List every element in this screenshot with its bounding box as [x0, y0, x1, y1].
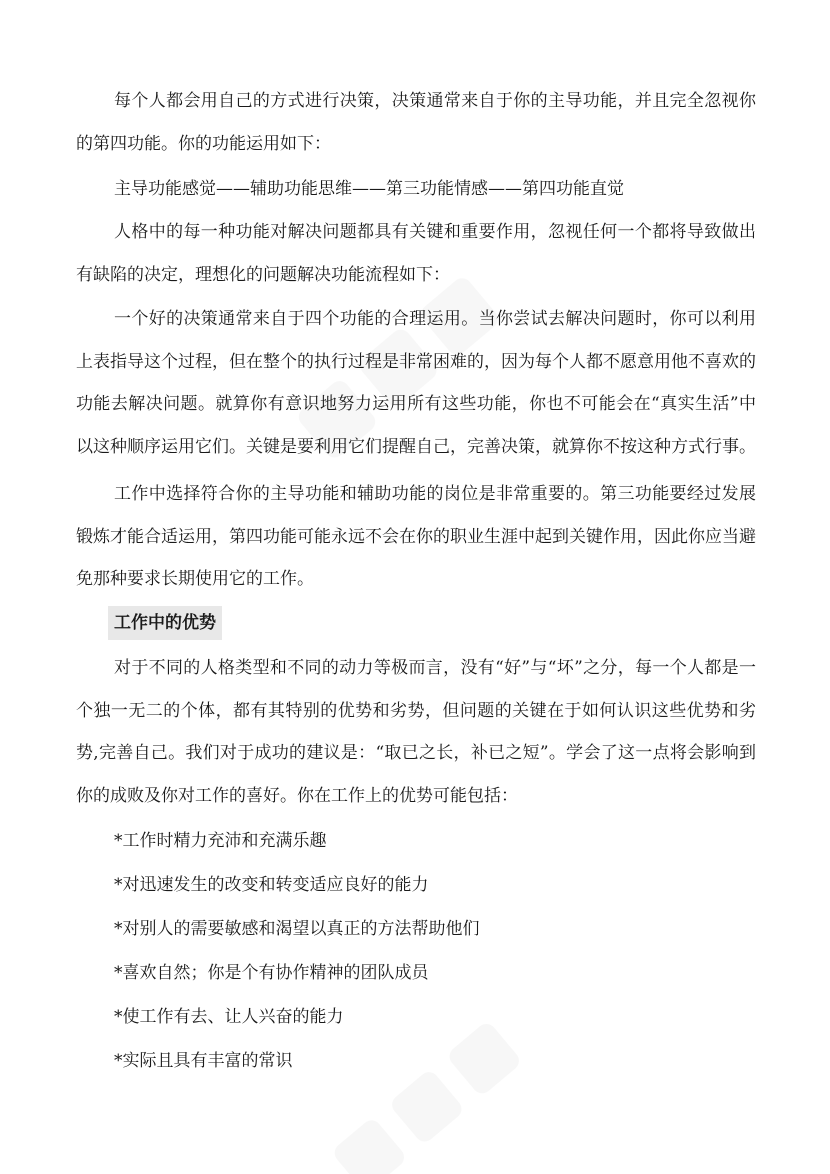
section-heading-work-strengths: 工作中的优势: [108, 606, 222, 640]
strength-list-item: *对别人的需要敏感和渴望以真正的方法帮助他们: [114, 919, 480, 939]
watermark-glyph: [446, 1020, 523, 1097]
function-sequence-line: 主导功能感觉——辅助功能思维——第三功能情感——第四功能直觉: [114, 179, 624, 199]
paragraph-good-decisions: 一个好的决策通常来自于四个功能的合理运用。当你尝试去解决问题时，你可以利用上表指导这个过程，但在整个的执行过程是非常困难的，因为每个人都不愿意用他不喜欢的功能去解决问题。就算你有意识地努力运用所有这些功能，你也不可能会在“真实生活”中以这种顺序运用它们。关键是要利用它们提醒自己，完善决策，就算你不按这种方式行事。: [76, 309, 756, 457]
strength-list-item: *喜欢自然；你是个有协作精神的团队成员: [114, 963, 429, 983]
paragraph-job-selection: 工作中选择符合你的主导功能和辅助功能的岗位是非常重要的。第三功能要经过发展锻炼才能合适运用，第四功能可能永远不会在你的职业生涯中起到关键作用，因此你应当避免那种要求长期使用它的工作。: [76, 484, 756, 589]
strength-list-item: *对迅速发生的改变和转变适应良好的能力: [114, 875, 429, 895]
strength-list-item: *工作时精力充沛和充满乐趣: [114, 831, 327, 851]
paragraph-problem-solving: 人格中的每一种功能对解决问题都具有关键和重要作用，忽视任何一个都将导致做出有缺陷的决定，理想化的问题解决功能流程如下：: [76, 222, 756, 285]
paragraph-decision-making: 每个人都会用自己的方式进行决策，决策通常来自于你的主导功能，并且完全忽视你的第四功能。你的功能运用如下：: [76, 91, 756, 154]
paragraph-strengths-intro: 对于不同的人格类型和不同的动力等极而言，没有“好”与“坏”之分，每一个人都是一个独一无二的个体，都有其特别的优势和劣势，但问题的关键在于如何认识这些优势和劣势,完善自己。我们对于成功的建议是：“取已之长，补已之短”。学会了这一点将会影响到你的成败及你对工作的喜好。你在工作上的优势可能包括：: [76, 658, 756, 806]
strength-list-item: *实际且具有丰富的常识: [114, 1051, 293, 1071]
strength-list-item: *使工作有去、让人兴奋的能力: [114, 1007, 344, 1027]
watermark-glyph: [388, 1068, 465, 1145]
watermark-glyph: [331, 1116, 408, 1174]
